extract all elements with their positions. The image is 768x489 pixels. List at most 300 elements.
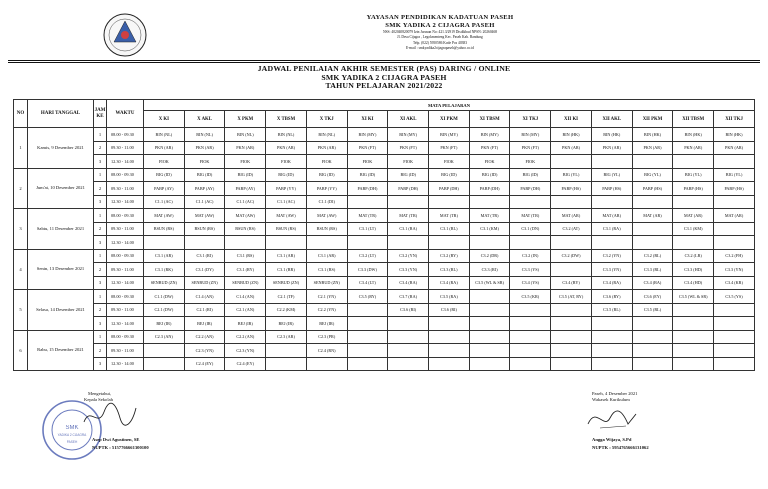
time-slot: 12.30 - 14.00 — [107, 155, 144, 169]
table-row — [14, 222, 755, 236]
subject-cell — [591, 155, 632, 169]
subject-cell: PKN (AR) — [184, 141, 225, 155]
subject-cell: BIG (ID) — [266, 168, 307, 182]
subject-cell — [551, 195, 592, 209]
subject-cell: C2.3 (AN) — [144, 330, 185, 344]
subject-cell: MAT (AR) — [714, 209, 755, 223]
subject-cell: C3.3 (RL) — [632, 263, 673, 277]
subject-cell: SENBUD (ZN) — [306, 276, 347, 290]
subject-cell — [591, 357, 632, 371]
jam-ke: 2 — [94, 182, 107, 196]
subject-cell: FIOK — [184, 155, 225, 169]
subject-cell: C3.1 (KM) — [673, 222, 714, 236]
header-class: XII AKL — [591, 111, 632, 128]
signature-left-line1: Mengetahui, — [88, 391, 112, 396]
subject-cell — [510, 317, 551, 331]
subject-cell — [714, 303, 755, 317]
subject-cell: C3.5 (RA) — [429, 290, 470, 304]
header-class: XI TBSM — [469, 111, 510, 128]
subject-cell: BIG (ID) — [429, 168, 470, 182]
subject-cell: MAT (AR) — [632, 209, 673, 223]
school-info-1: NSS: 402040820079 Izin Jurusan No: 421.3/2919 Disdikbud NPSN: 20260468 — [382, 30, 498, 34]
subject-cell: BEJ (IR) — [225, 317, 266, 331]
title-line-1: JADWAL PENILAIAN AKHIR SEMESTER (PAS) DARING / ONLINE — [257, 64, 511, 73]
day-date: Senin, 13 Desember 2021 — [28, 249, 94, 290]
signature-right-line2: Wakasek Kurikulum — [592, 397, 630, 402]
subject-cell: C2.4 (RN) — [306, 344, 347, 358]
subject-cell — [551, 155, 592, 169]
day-number: 2 — [14, 168, 28, 209]
stamp-center-text: SMK — [65, 425, 79, 431]
subject-cell: C3.2 (FH) — [714, 249, 755, 263]
subject-cell: BIG (ID) — [388, 168, 429, 182]
subject-cell — [510, 236, 551, 250]
subject-cell: C2.1 (RI) — [184, 303, 225, 317]
table-row — [14, 330, 755, 344]
subject-cell — [306, 357, 347, 371]
subject-cell: BIN (MY) — [347, 128, 388, 142]
subject-cell: C3.1 (RI) — [184, 249, 225, 263]
subject-cell: SENBUD (ZN) — [266, 276, 307, 290]
jam-ke: 1 — [94, 209, 107, 223]
subject-cell: BIG (YL) — [673, 168, 714, 182]
header-class: X KI — [144, 111, 185, 128]
letterhead — [0, 4, 768, 62]
subject-cell: C3.1 (AR) — [144, 249, 185, 263]
subject-cell — [469, 236, 510, 250]
subject-cell — [388, 357, 429, 371]
subject-cell: FIOK — [306, 155, 347, 169]
subject-cell: C1.1 (AC) — [144, 195, 185, 209]
day-date: Rabu, 15 Desember 2021 — [28, 330, 94, 371]
subject-cell: FIOK — [144, 155, 185, 169]
subject-cell — [591, 330, 632, 344]
subject-cell — [673, 303, 714, 317]
document-title — [0, 65, 768, 91]
subject-cell: PKN (FT) — [347, 141, 388, 155]
subject-cell: PABP (HS) — [714, 182, 755, 196]
subject-cell: BIG (YL) — [632, 168, 673, 182]
subject-cell: C3.3 (YN) — [714, 263, 755, 277]
subject-cell: BIG (YL) — [591, 168, 632, 182]
subject-cell — [429, 330, 470, 344]
subject-cell: FIOK — [225, 155, 266, 169]
time-slot: 08.00 - 09.30 — [107, 290, 144, 304]
subject-cell: C3.5 (RL) — [632, 303, 673, 317]
subject-cell — [632, 222, 673, 236]
time-slot: 08.00 - 09.30 — [107, 168, 144, 182]
subject-cell — [673, 155, 714, 169]
subject-cell — [144, 344, 185, 358]
school-logo — [102, 12, 148, 58]
signature-left-line2: Kepala Sekolah — [84, 397, 113, 402]
subject-cell: FIOK — [347, 155, 388, 169]
subject-cell: MAT (TR) — [388, 209, 429, 223]
subject-cell — [347, 330, 388, 344]
subject-cell — [306, 236, 347, 250]
school-info-3: Telp. (022) 5950586 Kode Pos 40383 — [412, 40, 468, 45]
subject-cell: C3.1 (AR) — [306, 249, 347, 263]
signature-left-id: NUPTK : 5157766661300100 — [92, 445, 149, 450]
subject-cell: BEJ (IR) — [144, 317, 185, 331]
subject-cell — [551, 330, 592, 344]
subject-cell: C3.3 (DW) — [347, 263, 388, 277]
subject-cell — [673, 317, 714, 331]
subject-cell: PABP (HS) — [591, 182, 632, 196]
subject-cell: BSUN (RS) — [184, 222, 225, 236]
subject-cell — [388, 195, 429, 209]
subject-cell — [591, 236, 632, 250]
subject-cell — [225, 236, 266, 250]
subject-cell: C3.2 (DW) — [551, 249, 592, 263]
table-row — [14, 290, 755, 304]
header-class: XII TBSM — [673, 111, 714, 128]
subject-cell — [673, 195, 714, 209]
stamp-bottom-text: PASEH — [66, 440, 78, 444]
subject-cell: FIOK — [469, 155, 510, 169]
subject-cell: C3.4 (HD) — [673, 276, 714, 290]
table-row — [14, 303, 755, 317]
time-slot: 09.30 - 11.00 — [107, 303, 144, 317]
subject-cell: BIN (NL) — [144, 128, 185, 142]
subject-cell: PABP (DH) — [347, 182, 388, 196]
subject-cell — [469, 303, 510, 317]
time-slot: 09.30 - 11.00 — [107, 141, 144, 155]
subject-cell: C1.1 (DI) — [306, 195, 347, 209]
subject-cell: BIN (HK) — [673, 128, 714, 142]
subject-cell — [551, 236, 592, 250]
subject-cell: FIOK — [429, 155, 470, 169]
subject-cell — [469, 357, 510, 371]
subject-cell — [266, 236, 307, 250]
subject-cell: BIN (HK) — [551, 128, 592, 142]
subject-cell: PABP (DH) — [429, 182, 470, 196]
subject-cell: C3.5 (RL) — [591, 303, 632, 317]
jam-ke: 3 — [94, 317, 107, 331]
subject-cell: C3.5 (KR) — [510, 290, 551, 304]
signature-right-name: Angga Wijaya, S.Pd — [592, 437, 632, 442]
subject-cell — [429, 344, 470, 358]
subject-cell — [429, 195, 470, 209]
subject-cell: PABP (DH) — [388, 182, 429, 196]
subject-cell: C3.5 (AT, RY) — [551, 290, 592, 304]
subject-cell — [388, 317, 429, 331]
subject-cell — [551, 344, 592, 358]
table-row — [14, 263, 755, 277]
subject-cell: C3.2 (RL) — [632, 249, 673, 263]
jam-ke: 2 — [94, 222, 107, 236]
subject-cell: PABP (YY) — [306, 182, 347, 196]
subject-cell: BIG (ID) — [225, 168, 266, 182]
subject-cell: C3.1 (RS) — [306, 263, 347, 277]
jam-ke: 1 — [94, 128, 107, 142]
table-row — [14, 357, 755, 371]
subject-cell: MAT (AR) — [673, 209, 714, 223]
subject-cell: SENBUD (ZN) — [184, 276, 225, 290]
subject-cell: C1.1 (AC) — [184, 195, 225, 209]
subject-cell: C3.4 (YS) — [510, 276, 551, 290]
subject-cell — [510, 330, 551, 344]
subject-cell — [673, 357, 714, 371]
subject-cell — [714, 330, 755, 344]
subject-cell: BEJ (IR) — [306, 317, 347, 331]
subject-cell: PABP (DH) — [469, 182, 510, 196]
subject-cell: C3.2 (IN) — [510, 249, 551, 263]
subject-cell: PABP (AY) — [184, 182, 225, 196]
subject-cell: BIN (NL) — [306, 128, 347, 142]
subject-cell — [632, 195, 673, 209]
subject-cell: PKN (FT) — [429, 141, 470, 155]
subject-cell — [551, 303, 592, 317]
day-number: 4 — [14, 249, 28, 290]
subject-cell: C3.6 (EY) — [632, 290, 673, 304]
signature-right-line1: Paseh, 4 Desember 2021 — [592, 391, 638, 396]
subject-cell: C3.6 (RI) — [429, 303, 470, 317]
subject-cell: C3.2 (LT) — [347, 249, 388, 263]
table-row — [14, 155, 755, 169]
subject-cell: BIG (ID) — [347, 168, 388, 182]
title-line-2: SMK YADIKA 2 CIJAGRA PASEH — [321, 72, 447, 82]
subject-cell: C1.1 (AC) — [266, 195, 307, 209]
subject-cell: C1.1 (AC) — [225, 195, 266, 209]
time-slot: 12.30 - 14.00 — [107, 276, 144, 290]
subject-cell: C2.2 (AN) — [225, 330, 266, 344]
header-class: X TKJ — [306, 111, 347, 128]
table-row — [14, 209, 755, 223]
subject-cell — [632, 317, 673, 331]
time-slot: 09.30 - 11.00 — [107, 263, 144, 277]
table-row — [14, 182, 755, 196]
subject-cell — [347, 195, 388, 209]
subject-cell: BIN (NL) — [184, 128, 225, 142]
subject-cell: C3.4 (RA) — [632, 276, 673, 290]
subject-cell: PABP (AY) — [144, 182, 185, 196]
subject-cell — [266, 344, 307, 358]
day-number: 1 — [14, 128, 28, 169]
subject-cell: C2.2 (YN) — [306, 303, 347, 317]
subject-cell: FIOK — [510, 155, 551, 169]
subject-cell: C3.6 (RI) — [388, 303, 429, 317]
header-jam: JAM KE — [94, 100, 107, 128]
subject-cell — [347, 236, 388, 250]
subject-cell: C3.4 (LT) — [347, 276, 388, 290]
subject-cell — [347, 344, 388, 358]
subject-cell: C3.4 (RA) — [388, 276, 429, 290]
subject-cell: PABP (YY) — [266, 182, 307, 196]
time-slot: 09.30 - 11.00 — [107, 344, 144, 358]
subject-cell: C3.5 (WL & SR) — [673, 290, 714, 304]
subject-cell: BIN (HK) — [591, 128, 632, 142]
subject-cell: C3.1 (RY) — [225, 263, 266, 277]
subject-cell — [469, 317, 510, 331]
header-hari: HARI TANGGAL — [28, 100, 94, 128]
letterhead-rule — [8, 60, 760, 61]
subject-cell: C3.1 (RA) — [591, 222, 632, 236]
subject-cell: C3.2 (YN) — [591, 249, 632, 263]
subject-cell: C3.1 (KM) — [469, 222, 510, 236]
subject-cell: MAT (TR) — [429, 209, 470, 223]
subject-cell: C3.1 (DN) — [510, 222, 551, 236]
signature-left-scribble — [80, 400, 140, 430]
subject-cell: BSUN (RS) — [266, 222, 307, 236]
subject-cell: MAT (AR) — [551, 209, 592, 223]
subject-cell: MAT (AW) — [184, 209, 225, 223]
jam-ke: 2 — [94, 141, 107, 155]
subject-cell: BIG (ID) — [510, 168, 551, 182]
title-line-3: TAHUN PELAJARAN 2021/2022 — [325, 81, 443, 91]
subject-cell — [510, 195, 551, 209]
subject-cell — [429, 317, 470, 331]
subject-cell — [551, 357, 592, 371]
subject-cell: PABP (DH) — [510, 182, 551, 196]
subject-cell: BIN (MY) — [510, 128, 551, 142]
subject-cell: C3.6 (RY) — [591, 290, 632, 304]
table-row — [14, 141, 755, 155]
time-slot: 09.30 - 11.00 — [107, 182, 144, 196]
time-slot: 08.00 - 09.30 — [107, 330, 144, 344]
subject-cell — [469, 330, 510, 344]
subject-cell: PKN (AR) — [714, 141, 755, 155]
subject-cell — [714, 357, 755, 371]
subject-cell: BIN (MY) — [429, 128, 470, 142]
subject-cell: PABP (AY) — [225, 182, 266, 196]
subject-cell — [714, 344, 755, 358]
subject-cell — [632, 330, 673, 344]
subject-cell — [591, 344, 632, 358]
subject-cell: MAT (AW) — [306, 209, 347, 223]
header-class: XI TKJ — [510, 111, 551, 128]
subject-cell: C2.2 (KM) — [266, 303, 307, 317]
header-class: XI AKL — [388, 111, 429, 128]
subject-cell: C3.1 (RK) — [144, 263, 185, 277]
subject-cell: BIG (ID) — [469, 168, 510, 182]
table-row — [14, 249, 755, 263]
subject-cell: BIG (YL) — [551, 168, 592, 182]
subject-cell: C3.1 (RS) — [225, 249, 266, 263]
subject-cell: PKN (AR) — [225, 141, 266, 155]
header-class: X AKL — [184, 111, 225, 128]
time-slot: 08.00 - 09.30 — [107, 249, 144, 263]
subject-cell — [510, 357, 551, 371]
subject-cell: BEJ (IR) — [266, 317, 307, 331]
header-mata-pelajaran: MATA PELAJARAN — [144, 100, 755, 111]
subject-cell — [632, 357, 673, 371]
subject-cell: BIN (MY) — [469, 128, 510, 142]
jam-ke: 3 — [94, 276, 107, 290]
time-slot: 12.30 - 14.00 — [107, 317, 144, 331]
subject-cell: C3.1 (LT) — [347, 222, 388, 236]
subject-cell — [510, 344, 551, 358]
subject-cell: BIG (ID) — [144, 168, 185, 182]
subject-cell: SENBUD (ZN) — [225, 276, 266, 290]
jam-ke: 1 — [94, 330, 107, 344]
subject-cell: PKN (AR) — [673, 141, 714, 155]
jam-ke: 2 — [94, 344, 107, 358]
subject-cell — [388, 344, 429, 358]
subject-cell — [347, 317, 388, 331]
subject-cell — [388, 236, 429, 250]
subject-cell — [347, 303, 388, 317]
subject-cell — [591, 195, 632, 209]
subject-cell — [347, 357, 388, 371]
stamp-center-text-2: YADIKA 2 CIJAGRA — [57, 433, 87, 437]
school-info-4: E-mail : smkyadika2cijagrapaseh@yahoo.co.id — [406, 46, 474, 51]
subject-cell: BIG (ID) — [306, 168, 347, 182]
subject-cell: C2.4 (EY) — [184, 357, 225, 371]
time-slot: 12.30 - 14.00 — [107, 195, 144, 209]
subject-cell: C3.3 (YN) — [591, 263, 632, 277]
header-class: X PKM — [225, 111, 266, 128]
subject-cell — [429, 357, 470, 371]
subject-cell: C3.2 (LR) — [673, 249, 714, 263]
schedule-table — [13, 99, 755, 371]
header-class: XI KI — [347, 111, 388, 128]
time-slot: 08.00 - 09.30 — [107, 209, 144, 223]
header-class: XII PKM — [632, 111, 673, 128]
subject-cell: C2.1 (YN) — [306, 290, 347, 304]
subject-cell: BIN (MY) — [388, 128, 429, 142]
time-slot: 12.30 - 14.00 — [107, 357, 144, 371]
jam-ke: 3 — [94, 236, 107, 250]
subject-cell — [510, 303, 551, 317]
table-row — [14, 195, 755, 209]
subject-cell: BIN (NL) — [266, 128, 307, 142]
subject-cell: C2.4 (EY) — [225, 357, 266, 371]
subject-cell: C3.4 (RA) — [429, 276, 470, 290]
subject-cell — [632, 236, 673, 250]
subject-cell — [632, 344, 673, 358]
signature-right-scribble — [582, 404, 642, 434]
header-class: X TBSM — [266, 111, 307, 128]
subject-cell — [673, 236, 714, 250]
subject-cell: BIG (ID) — [184, 168, 225, 182]
subject-cell: PABP (HS) — [632, 182, 673, 196]
table-row — [14, 128, 755, 142]
jam-ke: 3 — [94, 357, 107, 371]
day-date: Jum'at, 10 Desember 2021 — [28, 168, 94, 209]
subject-cell: C3.1 (AR) — [266, 249, 307, 263]
subject-cell: C1.1 (DW) — [144, 290, 185, 304]
subject-cell: PABP (HS) — [551, 182, 592, 196]
header-class: XII KI — [551, 111, 592, 128]
subject-cell: BSUN (RS) — [225, 222, 266, 236]
jam-ke: 3 — [94, 195, 107, 209]
signature-right — [592, 391, 637, 403]
subject-cell: C2.1 (TF) — [266, 290, 307, 304]
subject-cell: C3.4 (RY) — [551, 276, 592, 290]
subject-cell: PKN (AR) — [632, 141, 673, 155]
subject-cell: C3.4 (RA) — [591, 276, 632, 290]
signature-right-id: NUPTK : 5954765666131062 — [592, 445, 649, 450]
subject-cell: C3.7 (RA) — [388, 290, 429, 304]
school-info-2: Jl. Desa Cijagra , Legokmenteng Kec. Paseh Kab. Bandung — [397, 35, 483, 40]
subject-cell — [388, 330, 429, 344]
subject-cell: C3.2 (AT) — [551, 222, 592, 236]
day-date: Kamis, 9 Desember 2021 — [28, 128, 94, 169]
school-name: SMK YADIKA 2 CIJAGRA PASEH — [385, 22, 495, 29]
subject-cell: C3.1 (RL) — [429, 222, 470, 236]
subject-cell: FIOK — [388, 155, 429, 169]
subject-cell: FIOK — [266, 155, 307, 169]
subject-cell: PABP (HS) — [673, 182, 714, 196]
subject-cell: BIG (YL) — [714, 168, 755, 182]
day-number: 3 — [14, 209, 28, 250]
subject-cell — [714, 195, 755, 209]
subject-cell: PKN (AR) — [306, 141, 347, 155]
subject-cell: C3.3 (RI) — [469, 263, 510, 277]
subject-cell — [714, 236, 755, 250]
jam-ke: 1 — [94, 290, 107, 304]
